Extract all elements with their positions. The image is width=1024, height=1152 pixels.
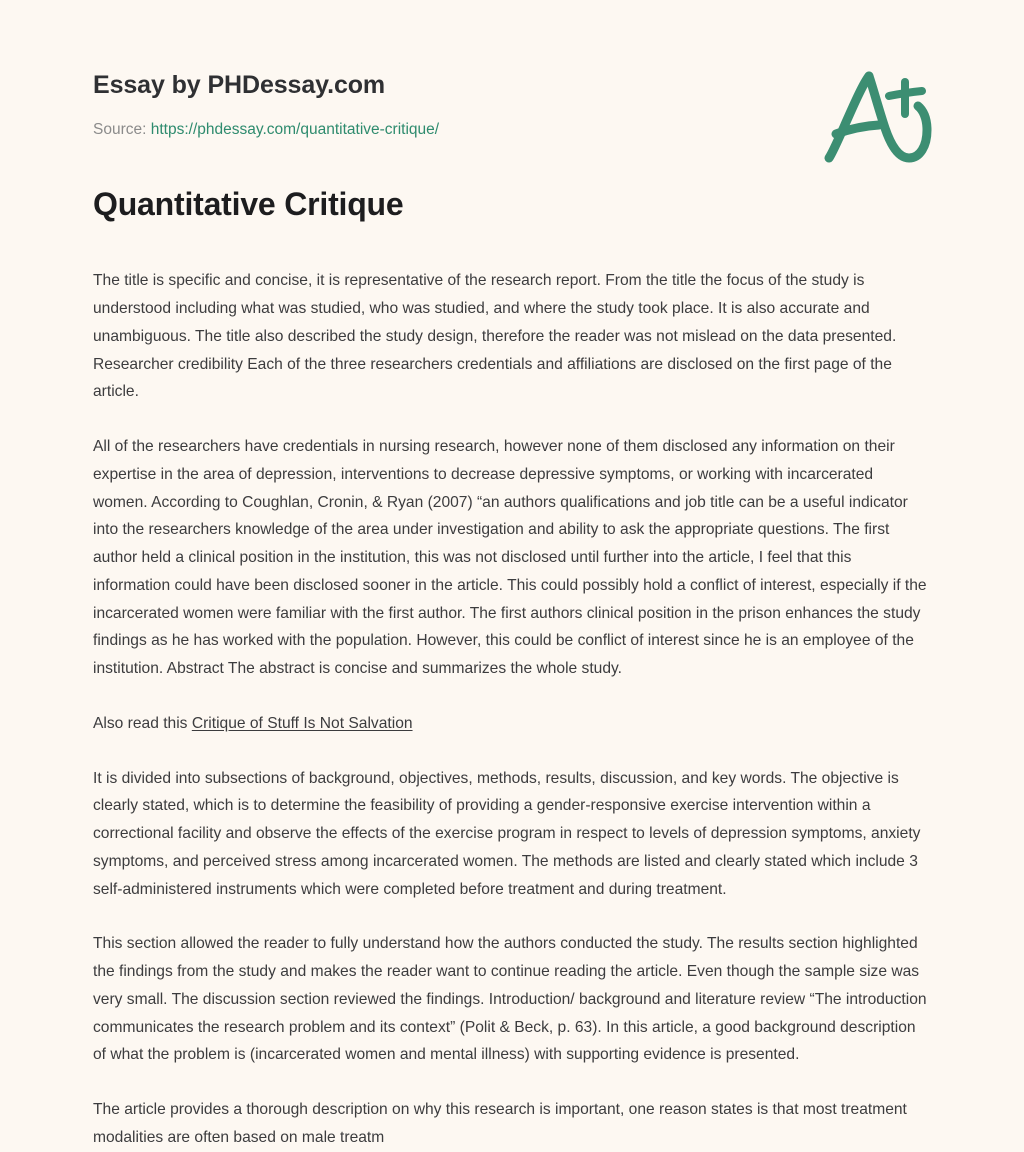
paragraph: This section allowed the reader to fully understand how the authors conducted the study. The results section highlighted the findings from the study and makes the reader want to continue reading the article. Even though the sample size was very small. The discussion section reviewed the findings. Introduction/ background and literature review “The introduction communicates the research problem and its context” (Polit & Beck, p. 63). In this article, a good background description of what the problem is (incarcerated women and mental illness) with supporting evidence is presented. bbox=[93, 935, 927, 1064]
paragraph: It is divided into subsections of background, objectives, methods, results, discussion, and key words. The objective is clearly stated, which is to determine the feasibility of providing a gender-responsive exercise intervention within a correctional facility and observe the effects of the exercise program in respect to levels of depression symptoms, anxiety symptoms, and perceived stress among incarcerated women. The methods are listed and clearly stated which include 3 self-administered instruments which were completed before treatment and during treatment. bbox=[93, 769, 921, 898]
aplus-logo-icon bbox=[819, 62, 939, 172]
source-url-link[interactable]: https://phdessay.com/quantitative-critique/ bbox=[150, 121, 440, 138]
also-read-line bbox=[93, 710, 931, 738]
source-label: Source: bbox=[93, 121, 147, 138]
also-read-prefix: Also read this bbox=[93, 714, 192, 732]
page-title: Quantitative Critique bbox=[93, 186, 404, 222]
article-body bbox=[0, 185, 1024, 1152]
also-read-link[interactable]: Critique of Stuff Is Not Salvation bbox=[191, 714, 413, 732]
paragraph-truncated: The article provides a thorough description on why this research is important, one reason states is that most treatment modalities are often based on male treatm bbox=[93, 1101, 907, 1146]
paragraph: All of the researchers have credentials in nursing research, however none of them disclosed any information on their expertise in the area of depression, interventions to decrease depressive symptoms, or working with incarcerated women. According to Coughlan, Cronin, & Ryan (2007) “an authors qualifications and job title can be a useful indicator into the researchers knowledge of the area under investigation and ability to ask the appropriate questions. The first author held a clinical position in the institution, this was not disclosed until further into the article, I feel that this information could have been disclosed sooner in the article. This could possibly hold a conflict of interest, especially if the incarcerated women were familiar with the first author. The first authors clinical position in the prison enhances the study findings as he has worked with the population. However, this could be conflict of interest since he is an employee of the institution. Abstract The abstract is concise and summarizes the whole study. bbox=[93, 438, 927, 678]
paragraph: The title is specific and concise, it is representative of the research report. From the title the focus of the study is understood including what was studied, who was studied, and where the study took place. It is also accurate and unambiguous. The title also described the study design, therefore the reader was not mislead on the data presented. Researcher credibility Each of the three researchers credentials and affiliations are disclosed on the first page of the article. bbox=[93, 272, 897, 401]
page-header bbox=[0, 0, 1024, 185]
source-line bbox=[93, 119, 931, 141]
brand-title: Essay by PHDessay.com bbox=[93, 71, 386, 99]
